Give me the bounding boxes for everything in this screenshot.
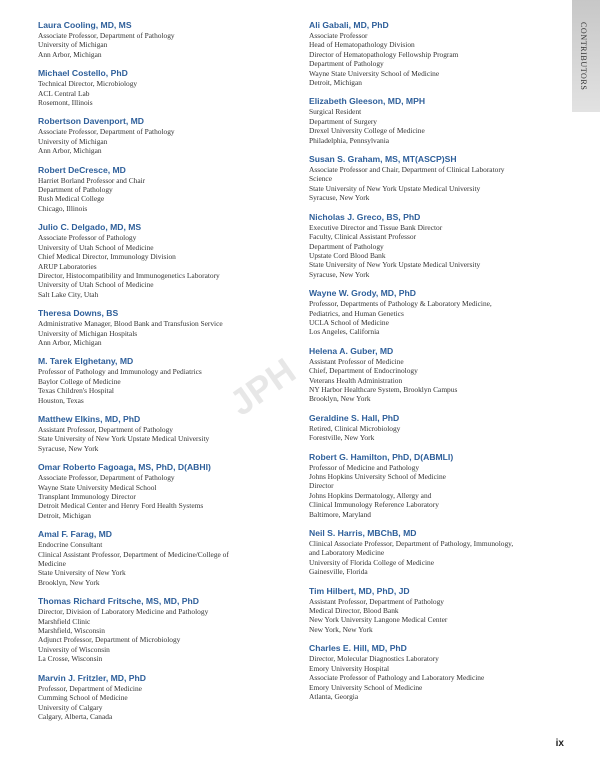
contributor-affiliation-line: Forestville, New York [309, 433, 375, 443]
contributor-name: Charles E. Hill, MD, PhD [309, 643, 407, 654]
contributor-affiliation-line: Assistant Professor, Department of Pathology [309, 596, 444, 606]
contributor-entry [309, 586, 554, 635]
contributor-affiliation-line: Chief, Department of Endocrinology [309, 366, 418, 376]
contributor-affiliation-line: Director [309, 481, 334, 491]
contributor-affiliation-line: New York University Langone Medical Center [309, 615, 448, 625]
contributor-affiliation-line: Drexel University College of Medicine [309, 126, 425, 136]
contributor-entry [38, 308, 270, 347]
contributor-affiliation-line: Head of Hematopathology Division [309, 40, 415, 50]
contributor-entry [38, 529, 270, 587]
contributor-affiliation-line: Department of Surgery [309, 116, 378, 126]
contributor-affiliation-line: Detroit Medical Center and Henry Ford Health Systems [38, 501, 204, 511]
contributor-affiliation-line: Director, Molecular Diagnostics Laboratory [309, 654, 439, 664]
contributor-affiliation-line: Baltimore, Maryland [309, 509, 371, 519]
contributor-affiliation-line: Department of Pathology [309, 241, 384, 251]
contributor-affiliation-line: Ann Arbor, Michigan [38, 146, 102, 156]
contributor-affiliation-line: Marshfield Clinic [38, 616, 91, 626]
contributor-affiliation-line: Clinical Assistant Professor, Department of Medicine/College of [38, 549, 229, 559]
contributor-affiliation-line: University of Utah School of Medicine [38, 242, 154, 252]
contributor-name: Wayne W. Grody, MD, PhD [309, 288, 416, 299]
contributor-affiliation-line: University of Florida College of Medicine [309, 557, 434, 567]
contributor-affiliation-line: Transplant Immunology Director [38, 492, 136, 501]
contributor-affiliation-line: Assistant Professor of Medicine [309, 356, 404, 366]
contributor-affiliation-line: Ann Arbor, Michigan [38, 49, 102, 59]
contributor-affiliation-line: ACL Central Lab [38, 88, 90, 98]
contributor-affiliation-line: Calgary, Alberta, Canada [38, 711, 113, 721]
contributor-affiliation-line: Medical Director, Blood Bank [309, 606, 399, 616]
contributor-affiliation-line: Professor of Pathology and Immunology and Pediatrics [38, 367, 202, 377]
contributor-name: Elizabeth Gleeson, MD, MPH [309, 96, 426, 107]
contributor-affiliation-line: Executive Director and Tissue Bank Director [309, 222, 443, 232]
contributor-affiliation-line: State University of New York Upstate Medical University [309, 183, 481, 193]
contributor-entry [309, 452, 554, 519]
contributor-affiliation-line: Emory University School of Medicine [309, 682, 423, 692]
contributor-entry [38, 222, 270, 299]
contributors-column-right [309, 20, 554, 710]
contributor-affiliation-line: Houston, Texas [38, 395, 84, 405]
contributor-entry [309, 288, 554, 337]
contributor-affiliation-line: New York, New York [309, 624, 373, 634]
contributor-name: Theresa Downs, BS [38, 308, 119, 319]
contributor-affiliation-line: Director, Histocompatibility and Immunogenetics Laboratory [38, 270, 220, 280]
contributor-name: Robert G. Hamilton, PhD, D(ABMLI) [309, 451, 454, 462]
contributor-entry [309, 154, 554, 203]
contributor-entry [38, 414, 270, 453]
section-tab [572, 0, 600, 112]
contributor-affiliation-line: Harriet Borland Professor and Chair [38, 175, 146, 185]
contributor-affiliation-line: Ann Arbor, Michigan [38, 337, 102, 347]
contributor-affiliation-line: Administrative Manager, Blood Bank and Transfusion Service [38, 319, 223, 329]
contributor-entry [38, 165, 270, 214]
contributor-name: Laura Cooling, MD, MS [38, 20, 132, 30]
contributor-affiliation-line: UCLA School of Medicine [309, 317, 389, 327]
contributor-affiliation-line: University of Michigan [38, 136, 108, 146]
contributor-affiliation-line: Associate Professor of Pathology and Laboratory Medicine [309, 673, 485, 683]
contributor-affiliation-line: Surgical Resident [309, 107, 362, 117]
contributor-entry [309, 212, 554, 279]
contributor-entry [38, 116, 270, 155]
contributor-name: Robertson Davenport, MD [38, 116, 144, 127]
contributor-affiliation-line: Salt Lake City, Utah [38, 289, 99, 299]
contributor-affiliation-line: Gainesville, Florida [309, 567, 368, 577]
contributor-affiliation-line: Chicago, Illinois [38, 203, 88, 213]
contributor-affiliation-line: Marshfield, Wisconsin [38, 626, 105, 636]
contributor-entry [309, 20, 554, 87]
contributor-affiliation-line: Johns Hopkins Dermatology, Allergy and [309, 490, 432, 500]
contributor-affiliation-line: Syracuse, New York [309, 193, 370, 203]
contributor-affiliation-line: Clinical Associate Professor, Department of Pathology, Immunology, [309, 539, 514, 549]
contributor-affiliation-line: Texas Children's Hospital [38, 386, 114, 396]
contributor-name: Thomas Richard Fritsche, MS, MD, PhD [38, 596, 199, 607]
contributor-entry [38, 596, 270, 663]
contributor-affiliation-line: Director, Division of Laboratory Medicine and Pathology [38, 607, 209, 617]
contributor-affiliation-line: Department of Pathology [309, 59, 384, 69]
contributor-affiliation-line: La Crosse, Wisconsin [38, 654, 103, 664]
contributor-affiliation-line: Atlanta, Georgia [309, 691, 359, 701]
contributor-name: Omar Roberto Fagoaga, MS, PhD, D(ABHI) [38, 462, 211, 473]
contributor-affiliation-line: Associate Professor, Department of Pathology [38, 31, 175, 40]
contributor-affiliation-line: Syracuse, New York [38, 443, 99, 453]
contributor-affiliation-line: University of Michigan [38, 40, 108, 50]
contributor-name: Matthew Elkins, MD, PhD [38, 413, 141, 424]
watermark: JPH [222, 349, 303, 424]
contributor-entry [38, 356, 270, 405]
contributor-affiliation-line: Emory University Hospital [309, 663, 390, 673]
contributor-affiliation-line: Associate Professor, Department of Pathology [38, 127, 175, 137]
contributors-column-left [38, 20, 270, 730]
contributor-name: Helena A. Guber, MD [309, 345, 394, 356]
contributor-entry [309, 346, 554, 404]
contributor-affiliation-line: Medicine [38, 559, 66, 569]
contributor-affiliation-line: Professor, Departments of Pathology & Laboratory Medicine, [309, 299, 492, 309]
contributor-affiliation-line: Associate Professor and Chair, Department of Clinical Laboratory [309, 165, 505, 175]
contributor-affiliation-line: Associate Professor of Pathology [38, 233, 137, 243]
contributor-entry [309, 413, 554, 443]
contributor-affiliation-line: Science [309, 174, 332, 184]
contributor-entry [38, 673, 270, 722]
contributor-affiliation-line: Detroit, Michigan [38, 510, 91, 520]
contributor-affiliation-line: Wayne State University School of Medicine [309, 68, 440, 78]
contributor-name: Tim Hilbert, MD, PhD, JD [309, 585, 410, 596]
contributor-affiliation-line: Cumming School of Medicine [38, 693, 128, 703]
contributor-affiliation-line: Los Angeles, California [309, 327, 380, 337]
contributor-affiliation-line: NY Harbor Healthcare System, Brooklyn Campus [309, 384, 458, 394]
contributor-affiliation-line: University of Wisconsin [38, 644, 110, 654]
contributor-affiliation-line: Professor of Medicine and Pathology [309, 462, 420, 472]
contributor-affiliation-line: Faculty, Clinical Assistant Professor [309, 232, 417, 242]
contributor-entry [38, 68, 270, 107]
contributor-affiliation-line: Chief Medical Director, Immunology Division [38, 252, 176, 262]
contributor-entry [309, 643, 554, 701]
page-number: ix [555, 738, 564, 749]
contributor-affiliation-line: Professor, Department of Medicine [38, 683, 142, 693]
contributor-affiliation-line: Department of Pathology [38, 185, 113, 195]
contributor-affiliation-line: Baylor College of Medicine [38, 376, 121, 386]
contributor-affiliation-line: University of Utah School of Medicine [38, 280, 154, 290]
contributor-entry [309, 528, 554, 577]
contributor-affiliation-line: Upstate Cord Blood Bank [309, 250, 386, 260]
section-tab-label: CONTRIBUTORS [579, 22, 588, 91]
contributor-affiliation-line: ARUP Laboratories [38, 261, 97, 271]
contributor-name: Robert DeCresce, MD [38, 164, 126, 175]
contributor-affiliation-line: State University of New York Upstate Medical University [38, 434, 210, 444]
contributor-affiliation-line: Technical Director, Microbiology [38, 79, 138, 89]
contributor-affiliation-line: and Laboratory Medicine [309, 548, 385, 558]
contributor-affiliation-line: State University of New York Upstate Medical University [309, 260, 481, 270]
contributor-affiliation-line: Brooklyn, New York [38, 577, 100, 587]
contributor-affiliation-line: Assistant Professor, Department of Pathology [38, 424, 173, 434]
contributor-name: Julio C. Delgado, MD, MS [38, 222, 142, 233]
contributor-affiliation-line: Wayne State University Medical School [38, 482, 157, 492]
contributor-affiliation-line: Endocrine Consultant [38, 540, 103, 550]
contributor-affiliation-line: Rush Medical College [38, 194, 105, 204]
contributor-affiliation-line: Detroit, Michigan [309, 78, 362, 88]
contributor-affiliation-line: State University of New York [38, 568, 126, 578]
contributor-affiliation-line: University of Calgary [38, 702, 103, 712]
contributor-name: Michael Costello, PhD [38, 68, 128, 79]
contributor-affiliation-line: Adjunct Professor, Department of Microbiology [38, 635, 181, 645]
contributor-entry [38, 20, 270, 59]
contributor-entry [38, 462, 270, 520]
contributor-name: Ali Gabali, MD, PhD [309, 20, 389, 30]
contributor-name: Neil S. Harris, MBChB, MD [309, 528, 417, 539]
contributor-affiliation-line: Retired, Clinical Microbiology [309, 423, 401, 433]
contributor-name: Susan S. Graham, MS, MT(ASCP)SH [309, 154, 457, 165]
contributor-affiliation-line: Rosemont, Illinois [38, 98, 93, 108]
contributor-name: Marvin J. Fritzler, MD, PhD [38, 672, 146, 683]
contributor-affiliation-line: Philadelphia, Pennsylvania [309, 135, 390, 145]
contributor-affiliation-line: Syracuse, New York [309, 269, 370, 279]
contributor-name: Amal F. Farag, MD [38, 529, 113, 540]
contributor-affiliation-line: Johns Hopkins University School of Medicine [309, 472, 446, 481]
contributor-affiliation-line: Director of Hematopathology Fellowship Program [309, 49, 459, 59]
contributor-affiliation-line: Associate Professor, Department of Pathology [38, 473, 175, 483]
contributor-name: Nicholas J. Greco, BS, PhD [309, 211, 421, 222]
contributor-entry [309, 96, 554, 145]
contributor-affiliation-line: Associate Professor [309, 31, 368, 40]
contributor-name: M. Tarek Elghetany, MD [38, 356, 134, 367]
contributor-affiliation-line: Pediatrics, and Human Genetics [309, 308, 404, 318]
contributor-affiliation-line: Veterans Health Administration [309, 375, 403, 385]
contributor-affiliation-line: Clinical Immunology Reference Laboratory [309, 500, 439, 510]
contributor-name: Geraldine S. Hall, PhD [309, 412, 400, 423]
contributor-affiliation-line: University of Michigan Hospitals [38, 328, 138, 338]
contributor-affiliation-line: Brooklyn, New York [309, 394, 371, 404]
